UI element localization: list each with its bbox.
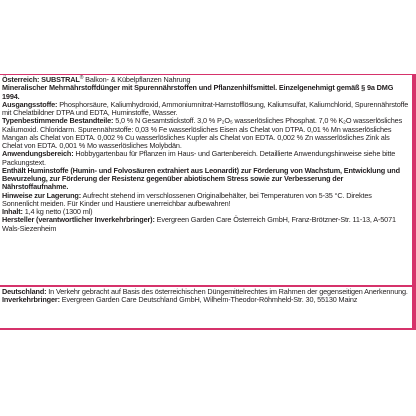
austria-section <box>0 75 412 285</box>
product-name: Balkon- & Kübelpflanzen Nahrung <box>83 75 191 84</box>
usage-label: Anwendungsbereich: <box>2 149 74 159</box>
storage-label: Hinweise zur Lagerung: <box>2 190 82 200</box>
product-label <box>0 74 416 330</box>
manufacturer-text: Evergreen Garden Care Österreich GmbH, Franz-Brötzner-Str. 11-13, A-5071 Wals-Siezenheim <box>2 215 396 233</box>
brand-name: SUBSTRAL <box>39 75 80 84</box>
storage <box>2 192 410 209</box>
germany-text: In Verkehr gebracht auf Basis des österreichischen Düngemittelrechtes im Rahmen der gegenseitigen Anerkennung. <box>46 287 408 296</box>
content-label: Inhalt: <box>2 207 23 216</box>
distributor-text: Evergreen Garden Care Deutschland GmbH, Wilhelm-Theodor-Röhmheld-Str. 30, 55130 Mainz <box>59 295 358 305</box>
product-description <box>2 84 410 101</box>
humic-note-text: Enthält Huminstoffe (Humin- und Folvosäuren extrahiert aus Leonardit) zur Förderung von Wachstum, Entwicklung und Bewurzelung, zur Förderung der Resistenz gegenüber abiotischem Stress sowie zur Verbesserung der Nährstoffaufnahme. <box>2 165 400 192</box>
content-text: 1,4 kg netto (1300 ml) <box>22 207 93 216</box>
starting-materials-text: Phosphorsäure, Kaliumhydroxid, Ammoniumnitrat-Harnstofflösung, Kaliumsulfat, Kaliumchlorid, Spurennährstoffe mit Chelatbildner DTPA und EDTA, Huminstoffe, Wasser. <box>2 99 409 117</box>
starting-materials-label: Ausgangsstoffe: <box>2 99 58 109</box>
manufacturer-label: Hersteller (verantwortlicher Inverkehrbringer): <box>2 215 155 225</box>
description-text: Mineralischer Mehrnährstoffdünger mit Spurennährstoffen und Pflanzenhilfsmittel. Einzelgenehmigt gemäß § 9a DMG 1994. <box>2 83 394 101</box>
components-label: Typenbestimmende Bestandteile: <box>2 116 114 126</box>
components <box>2 117 410 150</box>
manufacturer <box>2 216 410 233</box>
distributor-label: Inverkehrbringer: <box>2 295 60 305</box>
usage-text: Hobbygartenbau für Pflanzen im Haus- und Gartenbereich. Detaillierte Anwendungshinweise siehe bitte Packungstext. <box>2 149 396 167</box>
usage <box>2 150 410 167</box>
country-at: Österreich: <box>2 75 40 84</box>
starting-materials <box>2 101 410 118</box>
germany-section <box>0 287 412 328</box>
distributor <box>2 296 410 304</box>
registered-mark: ® <box>79 75 84 81</box>
components-text: 5,0 % N Gesamtstickstoff. 3,0 % P₂O₅ wasserlösliches Phosphat. 7,0 % K₂O wasserlösliches Kaliumoxid. Chloridarm. Spurennährstoffe: 0,03 % Fe wasserlösliches Eisen als Chelat von DTPA. 0,01 % Mn wasserlösliches Mangan als Chelat von EDTA. 0,002 % Cu wasserlösliches Kupfer als Chelat von EDTA. 0,002 % Zn wasserlösliches Zink als Chelat von EDTA. 0,001 % Mo wasserlösliches Molybdän. <box>2 116 403 150</box>
country-de: Deutschland: <box>2 287 47 296</box>
humic-note <box>2 167 410 192</box>
storage-text: Aufrecht stehend im verschlossenen Originalbehälter, bei Temperaturen von 5-35 °C. Direktes Sonnenlicht meiden. Für Kinder und Haustiere unerreichbar aufbewahren! <box>2 190 372 208</box>
